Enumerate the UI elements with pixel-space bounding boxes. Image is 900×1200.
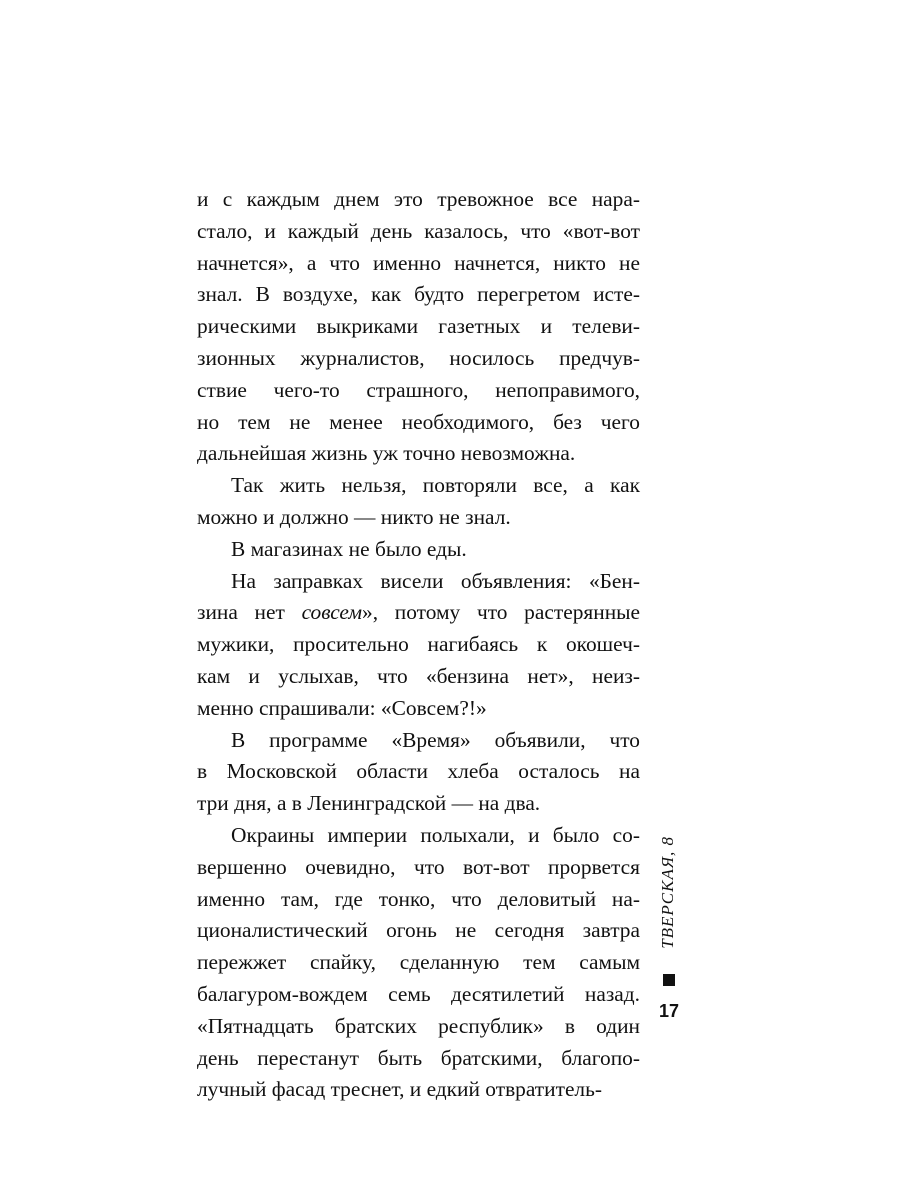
text-line: зионных журналистов, носилось предчув-	[197, 345, 640, 370]
text-line: и с каждым днем это тревожное все нара-	[197, 187, 640, 211]
page-number: 17	[658, 1001, 680, 1021]
text-line: зина нет совсем», потому что растерянные	[197, 600, 641, 625]
text-line: кам и услыхав, что «бензина нет», неиз-	[197, 663, 640, 688]
text-line: дальнейшая жизнь уж точно невозможна.	[197, 441, 576, 466]
text-line: В программе «Время» объявили, что	[231, 727, 640, 752]
text-line: мужики, просительно нагибаясь к окошеч-	[197, 632, 640, 657]
emphasis: совсем	[301, 600, 363, 625]
text-line: вершенно очевидно, что вот-вот прорвется	[197, 854, 640, 879]
text-line: стало, и каждый день казалось, что «вот-вот	[197, 218, 640, 243]
text-line: лучный фасад треснет, и едкий отвратитель-	[197, 1077, 602, 1102]
text-line: знал. В воздухе, как будто перегретом исте-	[197, 282, 640, 307]
paragraph	[197, 566, 640, 725]
text-line: ционалистический огонь не сегодня завтра	[197, 918, 640, 943]
text-line: в Московской области хлеба осталось на	[197, 759, 640, 784]
text-line: именно там, где тонко, что деловитый на-	[197, 886, 640, 911]
running-head-marker	[663, 974, 675, 986]
text-line: день перестанут быть братскими, благопо-	[197, 1045, 640, 1070]
paragraph	[197, 470, 640, 534]
paragraph	[197, 725, 640, 820]
text-line: В магазинах не было еды.	[231, 536, 467, 561]
text-line: балагуром-вождем семь десятилетий назад.	[197, 981, 640, 1006]
text-line: начнется», а что именно начнется, никто не	[197, 250, 640, 275]
text-line: «Пятнадцать братских республик» в один	[197, 1013, 640, 1038]
text-line: ствие чего-то страшного, непоправимого,	[197, 377, 640, 402]
body-text	[197, 184, 640, 1106]
text-line: Окраины империи полыхали, и было со-	[231, 822, 640, 847]
paragraph	[197, 184, 640, 470]
text-line: менно спрашивали: «Совсем?!»	[197, 695, 487, 720]
text-line: три дня, а в Ленинградской — на два.	[197, 791, 541, 816]
paragraph	[197, 820, 640, 1106]
text-line: пережжет спайку, сделанную тем самым	[197, 950, 640, 975]
text-line: На заправках висели объявления: «Бен-	[231, 568, 640, 593]
running-head: ТВЕРСКАЯ, 8	[658, 836, 677, 949]
text-line: рическими выкриками газетных и телеви-	[197, 314, 640, 339]
paragraph	[197, 534, 640, 566]
text-line: но тем не менее необходимого, без чего	[197, 409, 640, 434]
text-line: Так жить нельзя, повторяли все, а как	[231, 473, 640, 498]
text-line: можно и должно — никто не знал.	[197, 504, 511, 529]
